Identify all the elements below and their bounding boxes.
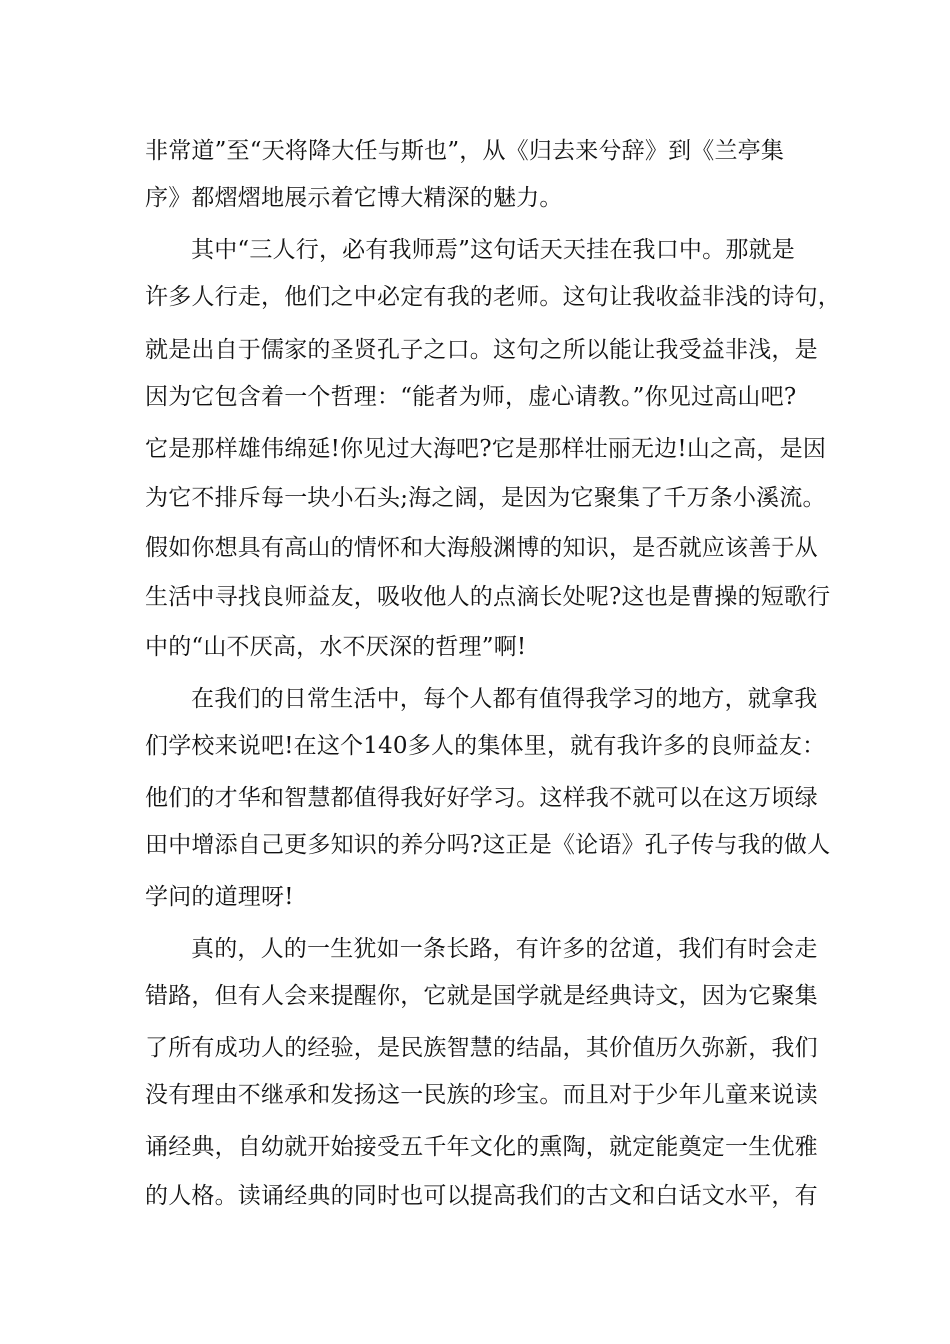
text-line: 了所有成功人的经验，是民族智慧的结晶，其价值历久弥新，我们 [145, 1035, 818, 1061]
text-line: 学问的道理呀! [145, 884, 294, 910]
text-line: 就是出自于儒家的圣贤孔子之口。这句之所以能让我受益非浅，是 [145, 337, 818, 363]
text-line: 中的“山不厌高，水不厌深的哲理”啊! [145, 634, 527, 660]
paragraph-first-line: 其中“三人行，必有我师焉”这句话天天挂在我口中。那就是 [191, 237, 795, 263]
text-line: 田中增添自己更多知识的养分吗?这正是《论语》孔子传与我的做人 [145, 832, 831, 858]
paragraph-first-line: 真的，人的一生犹如一条长路，有许多的岔道，我们有时会走 [191, 936, 818, 962]
text-line: 因为它包含着一个哲理：“能者为师，虚心请教。”你见过高山吧? [145, 384, 797, 410]
text-line: 序》都熠熠地展示着它博大精深的魅力。 [145, 185, 563, 211]
text-line: 诵经典，自幼就开始接受五千年文化的熏陶，就定能奠定一生优雅 [145, 1134, 818, 1160]
text-line: 生活中寻找良师益友，吸收他人的点滴长处呢?这也是曹操的短歌行 [145, 584, 831, 610]
text-line: 的人格。读诵经典的同时也可以提高我们的古文和白话文水平，有 [145, 1183, 818, 1209]
text-line: 为它不排斥每一块小石头;海之阔，是因为它聚集了千万条小溪流。 [145, 485, 826, 511]
paragraph-first-line: 在我们的日常生活中，每个人都有值得我学习的地方，就拿我 [191, 686, 818, 712]
text-line: 非常道”至“天将降大任与斯也”，从《归去来兮辞》到《兰亭集 [145, 138, 785, 164]
text-line: 它是那样雄伟绵延!你见过大海吧?它是那样壮丽无边!山之高，是因 [145, 436, 827, 462]
text-line: 们学校来说吧!在这个140多人的集体里，就有我许多的良师益友： [145, 733, 826, 759]
text-line: 他们的才华和智慧都值得我好好学习。这样我不就可以在这万顷绿 [145, 785, 818, 811]
text-line: 许多人行走，他们之中必定有我的老师。这句让我收益非浅的诗句， [145, 284, 841, 310]
text-line: 错路，但有人会来提醒你，它就是国学就是经典诗文，因为它聚集 [145, 983, 818, 1009]
text-line: 没有理由不继承和发扬这一民族的珍宝。而且对于少年儿童来说读 [145, 1082, 818, 1108]
text-line: 假如你想具有高山的情怀和大海般渊博的知识，是否就应该善于从 [145, 535, 818, 561]
